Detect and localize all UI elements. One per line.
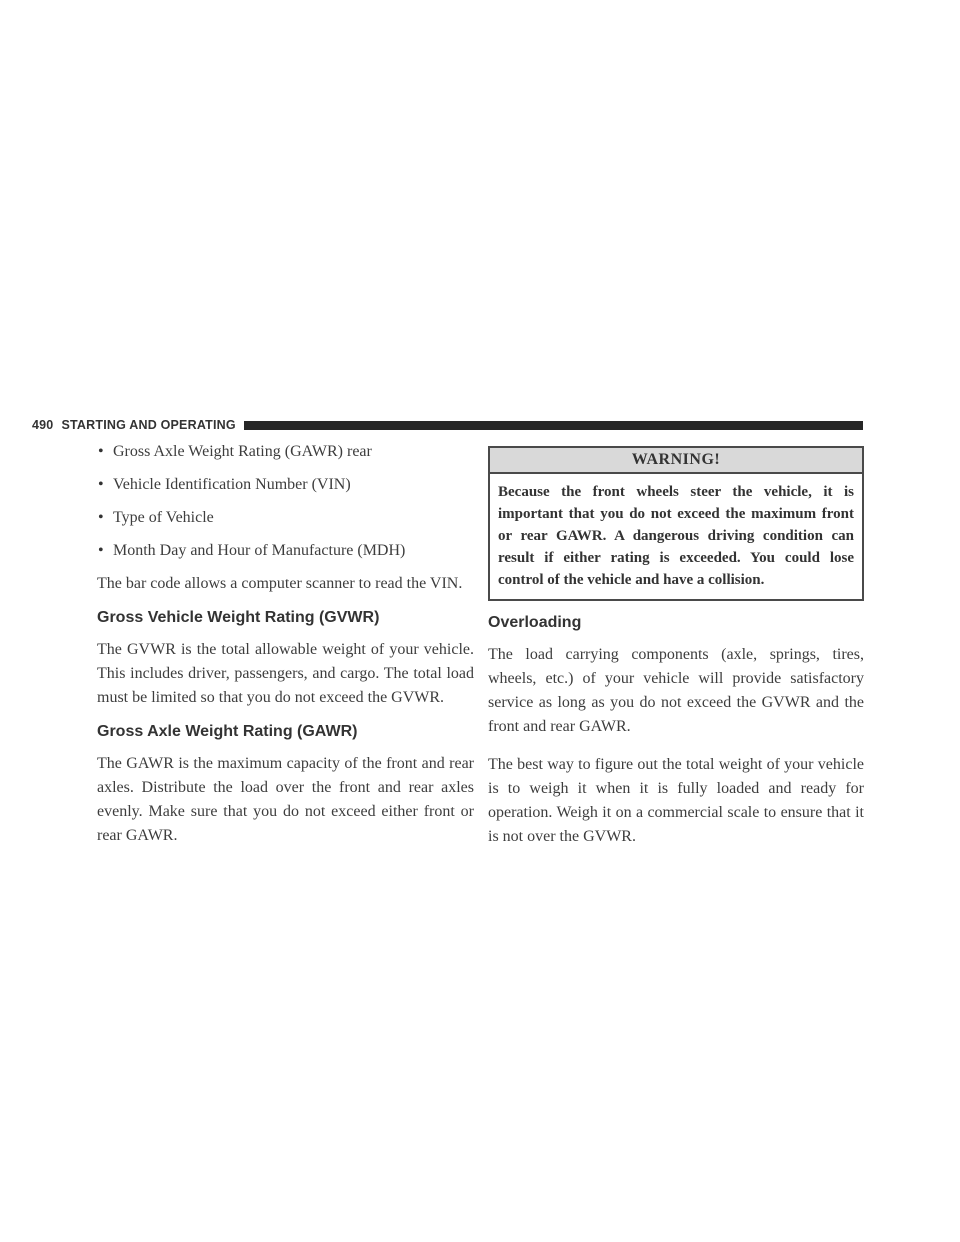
list-item: • Vehicle Identification Number (VIN) (97, 473, 474, 497)
warning-text: Because the front wheels steer the vehicle, it is important that you do not exceed the maximum front or rear GAWR. A dangerous driving condition can result if either rating is exceeded. You could lose control of the vehicle and have a collision. (498, 484, 854, 588)
warning-box (488, 446, 864, 601)
overloading-paragraph-2: The best way to figure out the total weight of your vehicle is to weigh it when it is fully loaded and ready for operation. Weigh it on a commercial scale to ensure that it is not over the GVWR. (488, 756, 864, 845)
section-title: STARTING AND OPERATING (61, 418, 236, 432)
page-number: 490 (32, 418, 54, 432)
gvwr-heading: Gross Vehicle Weight Rating (GVWR) (97, 609, 380, 626)
warning-title: WARNING! (490, 448, 862, 474)
list-item: • Gross Axle Weight Rating (GAWR) rear (97, 440, 474, 464)
overloading-heading: Overloading (488, 614, 582, 631)
list-item: • Type of Vehicle (97, 506, 474, 530)
list-item: • Month Day and Hour of Manufacture (MDH) (97, 539, 474, 563)
label-info-list (97, 440, 474, 563)
gvwr-paragraph: The GVWR is the total allowable weight of your vehicle. This includes driver, passengers, and cargo. The total load must be limited so that you do not exceed the GVWR. (97, 641, 474, 706)
gawr-paragraph: The GAWR is the maximum capacity of the front and rear axles. Distribute the load over the front and rear axles evenly. Make sure that you do not exceed either front or rear GAWR. (97, 755, 474, 844)
left-column (97, 440, 474, 848)
barcode-paragraph: The bar code allows a computer scanner to read the VIN. (97, 575, 463, 592)
gawr-heading: Gross Axle Weight Rating (GAWR) (97, 723, 358, 740)
page-header (32, 416, 863, 434)
right-column (488, 446, 864, 849)
overloading-paragraph-1: The load carrying components (axle, springs, tires, wheels, etc.) of your vehicle will provide satisfactory service as long as you do not exceed the GVWR and the front and rear GAWR. (488, 646, 864, 735)
header-rule (244, 421, 863, 430)
